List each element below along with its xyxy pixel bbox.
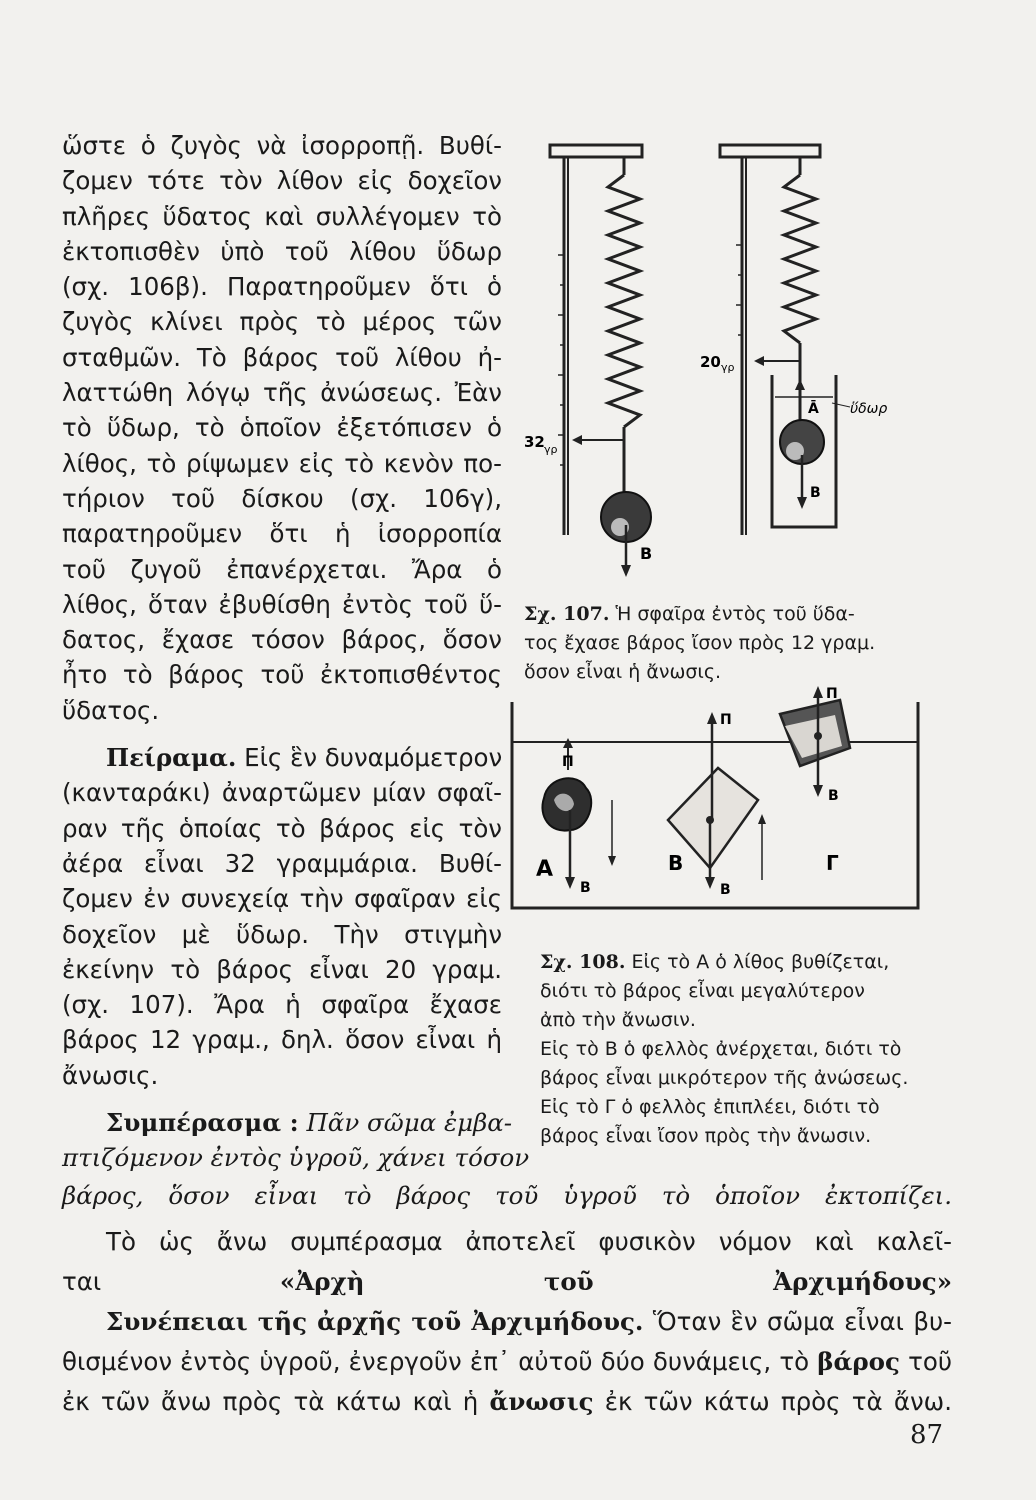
left-column-text bbox=[62, 128, 530, 1176]
text-line: βάρος 12 γραμ., δηλ. ὅσον εἶναι ἡ bbox=[62, 1025, 502, 1055]
text-line: τήριον τοῦ δίσκου (σχ. 106γ), bbox=[62, 483, 502, 513]
label-32: 32 bbox=[524, 433, 545, 451]
text-line: (σχ. 107). Ἄρα ἡ σφαῖρα ἔχασε bbox=[62, 990, 502, 1020]
figure-107-caption bbox=[524, 600, 944, 687]
conclusion-last-line: βάρος, ὅσον εἶναι τὸ βάρος τοῦ ὑγροῦ τὸ ὁποῖον ἐκτοπίζει. bbox=[62, 1181, 952, 1210]
text-line: δατος, ἔχασε τόσον βάρος, ὅσον bbox=[62, 625, 502, 655]
label-B3: Β bbox=[828, 788, 839, 804]
consequences-label: Συνέπειαι τῆς ἀρχῆς τοῦ Ἀρχιμήδους. bbox=[106, 1307, 644, 1336]
consequences-line-1: Συνέπειαι τῆς ἀρχῆς τοῦ Ἀρχιμήδους. Ὅταν ἓν σῶμα εἶναι βυ- bbox=[106, 1307, 952, 1336]
consequences-line-3: ἐκ τῶν ἄνω πρὸς τὰ κάτω καὶ ἡ ἄνωσις ἐκ τῶν κάτω πρὸς τὰ ἄνω. bbox=[62, 1387, 952, 1416]
text-line: πλῆρες ὕδατος καὶ συλλέγομεν τὸ bbox=[62, 201, 502, 231]
conclusion-first-line: Πᾶν σῶμα ἐμβα- bbox=[298, 1108, 513, 1138]
paragraph-conclusion bbox=[62, 1105, 530, 1176]
label-B2: Β bbox=[720, 882, 731, 898]
text-line: ζομεν τότε τὸν λίθον εἰς δοχεῖον bbox=[62, 166, 502, 196]
experiment-label: Πείραμα. bbox=[106, 743, 237, 773]
page-number: 87 bbox=[910, 1420, 944, 1450]
text-line: (κανταράκι) ἀναρτῶμεν μίαν σφαῖ- bbox=[62, 778, 502, 808]
text-line: λαττώθη λόγῳ τῆς ἀνώσεως. Ἐὰν bbox=[62, 378, 502, 408]
label-A: Ā bbox=[808, 401, 819, 417]
caption-line: Εἰς τὸ Γ ὁ φελλὸς ἐπιπλέει, διότι τὸ bbox=[540, 1096, 880, 1118]
text-line: τοῦ ζυγοῦ ἐπανέρχεται. Ἄρα ὁ bbox=[62, 554, 502, 584]
text-line: ὥστε ὁ ζυγὸς νὰ ἰσορροπῇ. Βυθί- bbox=[62, 131, 502, 160]
label-B-left: Β bbox=[640, 544, 653, 563]
caption-line: Σχ. 108. Εἰς τὸ Α ὁ λίθος βυθίζεται, bbox=[540, 951, 890, 973]
text-line: λίθος, ὅταν ἐβυθίσθη ἐντὸς τοῦ ὕ- bbox=[62, 589, 502, 619]
caption-label: Σχ. 107. bbox=[524, 603, 610, 625]
text-line: σταθμῶν. Τὸ βάρος τοῦ λίθου ἠ- bbox=[62, 342, 502, 372]
text-line: ζυγὸς κλίνει πρὸς τὸ μέρος τῶν bbox=[62, 307, 502, 337]
text-line: ἀέρα εἶναι 32 γραμμάρια. Βυθί- bbox=[62, 848, 502, 878]
law-name: «Ἀρχὴ τοῦ Ἀρχιμήδους» bbox=[279, 1267, 953, 1296]
text-line: δοχεῖον μὲ ὕδωρ. Τὴν στιγμὴν bbox=[62, 919, 502, 949]
buoyancy-word: ἄνωσις bbox=[489, 1387, 594, 1416]
full-width-text bbox=[62, 1176, 952, 1422]
label-P1: Π bbox=[562, 754, 574, 770]
label-gr-right: γρ bbox=[721, 361, 735, 374]
conclusion-label: Συμπέρασμα : bbox=[106, 1108, 299, 1138]
label-A: Α bbox=[536, 857, 554, 882]
text-line: παρατηροῦμεν ὅτι ἡ ἰσορροπία bbox=[62, 519, 502, 549]
label-B1: Β bbox=[580, 880, 591, 896]
caption-line: διότι τὸ βάρος εἶναι μεγαλύτερον bbox=[540, 980, 865, 1002]
label-P3: Π bbox=[826, 686, 838, 702]
text-line: ἐκτοπισθὲν ὑπὸ τοῦ λίθου ὕδωρ bbox=[62, 236, 502, 266]
paragraph-stone-experiment bbox=[62, 128, 502, 728]
text-line: ἐκείνην τὸ βάρος εἶναι 20 γραμ. bbox=[62, 954, 502, 984]
weight-word: βάρος bbox=[817, 1347, 900, 1376]
caption-line: τος ἔχασε βάρος ἴσον πρὸς 12 γραμ. bbox=[524, 632, 876, 654]
caption-line: βάρος εἶναι μικρότερον τῆς ἀνώσεως. bbox=[540, 1067, 909, 1089]
caption-line: βάρος εἶναι ἴσον πρὸς τὴν ἄνωσιν. bbox=[540, 1125, 872, 1147]
label-B-right: Β bbox=[810, 485, 821, 501]
text-line: ζομεν ἐν συνεχείᾳ τὴν σφαῖραν εἰς bbox=[62, 884, 502, 914]
text-line: ἄνωσις. bbox=[62, 1060, 159, 1090]
text-line: ἦτο τὸ βάρος τοῦ ἐκτοπισθέντος bbox=[62, 660, 502, 690]
label-20: 20 bbox=[700, 353, 721, 371]
text-line: πτιζόμενον ἐντὸς ὑγροῦ, χάνει τόσον bbox=[62, 1143, 530, 1173]
text-line bbox=[62, 1105, 513, 1140]
text-line: (σχ. 106β). Παρατηροῦμεν ὅτι ὁ bbox=[62, 272, 502, 302]
figure-108-caption bbox=[540, 948, 940, 1151]
caption-line: ἀπὸ τὴν ἄνωσιν. bbox=[540, 1009, 696, 1031]
label-G: Γ bbox=[826, 851, 839, 875]
paragraph-experiment bbox=[62, 740, 502, 1093]
consequences-line-2: θισμένον ἐντὸς ὑγροῦ, ἐνεργοῦν ἐπ᾽ αὐτοῦ δύο δυνάμεις, τὸ βάρος τοῦ bbox=[62, 1347, 952, 1376]
text-line: ραν τῆς ὁποίας τὸ βάρος εἰς τὸν bbox=[62, 813, 502, 843]
law-line-2: ται «Ἀρχὴ τοῦ Ἀρχιμήδους» bbox=[62, 1267, 953, 1296]
caption-label: Σχ. 108. bbox=[540, 951, 626, 973]
label-gr-left: γρ bbox=[544, 443, 558, 456]
caption-line: Εἰς τὸ Β ὁ φελλὸς ἀνέρχεται, διότι τὸ bbox=[540, 1038, 902, 1060]
law-line-1: Τὸ ὡς ἄνω συμπέρασμα ἀποτελεῖ φυσικὸν νόμον καὶ καλεῖ- bbox=[106, 1227, 952, 1256]
caption-line: ὅσον εἶναι ἡ ἄνωσις. bbox=[524, 661, 722, 683]
text-line bbox=[62, 740, 502, 775]
experiment-first-line: Εἰς ἓν δυναμόμετρον bbox=[236, 743, 503, 773]
text-line: ὕδατος. bbox=[62, 695, 160, 725]
figure-108-buoyancy-tank bbox=[500, 680, 930, 920]
label-P2: Π bbox=[720, 712, 732, 728]
label-B-mid: Β bbox=[668, 851, 684, 875]
text-line: τὸ ὕδωρ, τὸ ὁποῖον ἐξετόπισεν ὁ bbox=[62, 413, 502, 443]
caption-line: Σχ. 107. Ἡ σφαῖρα ἐντὸς τοῦ ὕδα- bbox=[524, 603, 855, 625]
text-line: λίθος, τὸ ρίψωμεν εἰς τὸ κενὸν πο- bbox=[62, 448, 502, 478]
figure-107-spring-scales bbox=[520, 135, 920, 595]
label-water: ὕδωρ bbox=[850, 401, 888, 417]
